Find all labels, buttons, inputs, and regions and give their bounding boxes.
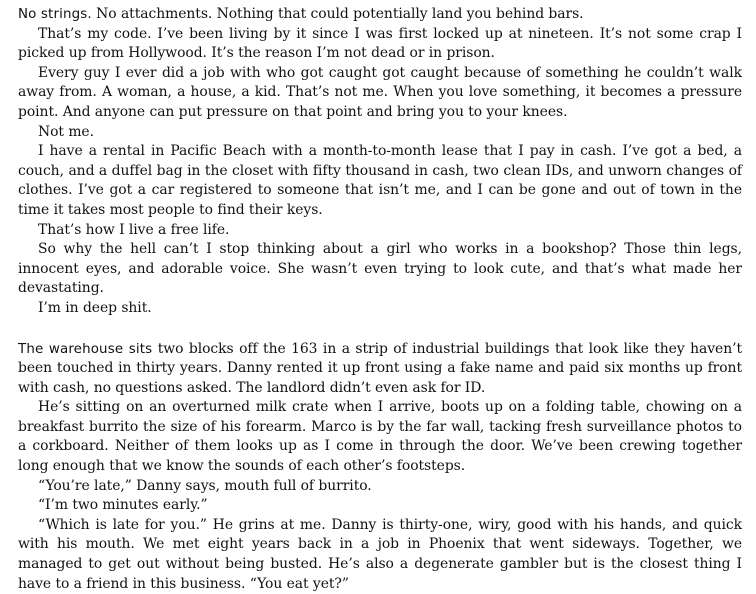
paragraph: So why the hell can’t I stop thinking about a girl who works in a bookshop? Those thin legs, innocent eyes, and adorable voice. She wasn’t even trying to look cute, and that’s what made her devastating.: [18, 240, 742, 299]
opening-paragraph: [18, 5, 742, 25]
paragraph: I’m in deep shit.: [18, 299, 742, 319]
section-one: [18, 5, 742, 319]
opening-text: two blocks off the 163 in a strip of industrial buildings that look like they haven’t been touched in thirty years. Danny rented it up front using a fake name and paid six months up front with cash, no questions asked. The landlord didn’t even ask for ID.: [18, 341, 742, 396]
paragraph: Every guy I ever did a job with who got caught got caught because of something he couldn’t walk away from. A woman, a house, a kid. That’s not me. When you love something, it becomes a pressure point. And anyone can put pressure on that point and bring you to your knees.: [18, 64, 742, 123]
dialogue-paragraph: “I’m two minutes early.”: [18, 496, 742, 516]
paragraph: That’s my code. I’ve been living by it since I was first locked up at nineteen. It’s not some crap I picked up from Hollywood. It’s the reason I’m not dead or in prison.: [18, 25, 742, 64]
paragraph: Not me.: [18, 123, 742, 143]
paragraph: He’s sitting on an overturned milk crate when I arrive, boots up on a folding table, chowing on a breakfast burrito the size of his forearm. Marco is by the far wall, tacking fresh surveillance photos to a corkboard. Neither of them looks up as I come in through the door. We’ve been crewing together long enough that we know the sounds of each other’s footsteps.: [18, 398, 742, 476]
section-two: [18, 340, 742, 594]
opening-text: No attachments. Nothing that could potentially land you behind bars.: [92, 6, 584, 22]
dialogue-paragraph: “Which is late for you.” He grins at me. Danny is thirty-one, wiry, good with his hands, and quick with his mouth. We met eight years back in a job in Phoenix that went sideways. Together, we managed to get out without being busted. He’s also a degenerate gambler but is the closest thing I have to a friend in this business. “You eat yet?”: [18, 516, 742, 594]
paragraph: I have a rental in Pacific Beach with a month-to-month lease that I pay in cash. I’ve got a bed, a couch, and a duffel bag in the closet with fifty thousand in cash, two clean IDs, and unworn changes of clothes. I’ve got a car registered to someone that isn’t me, and I can be gone and out of town in the time it takes most people to find their keys.: [18, 142, 742, 220]
opening-paragraph: [18, 340, 742, 399]
lead-in-small-caps: The warehouse sits: [18, 342, 152, 357]
lead-in-small-caps: No strings.: [18, 7, 92, 22]
dialogue-paragraph: “You’re late,” Danny says, mouth full of burrito.: [18, 477, 742, 497]
paragraph: That’s how I live a free life.: [18, 221, 742, 241]
